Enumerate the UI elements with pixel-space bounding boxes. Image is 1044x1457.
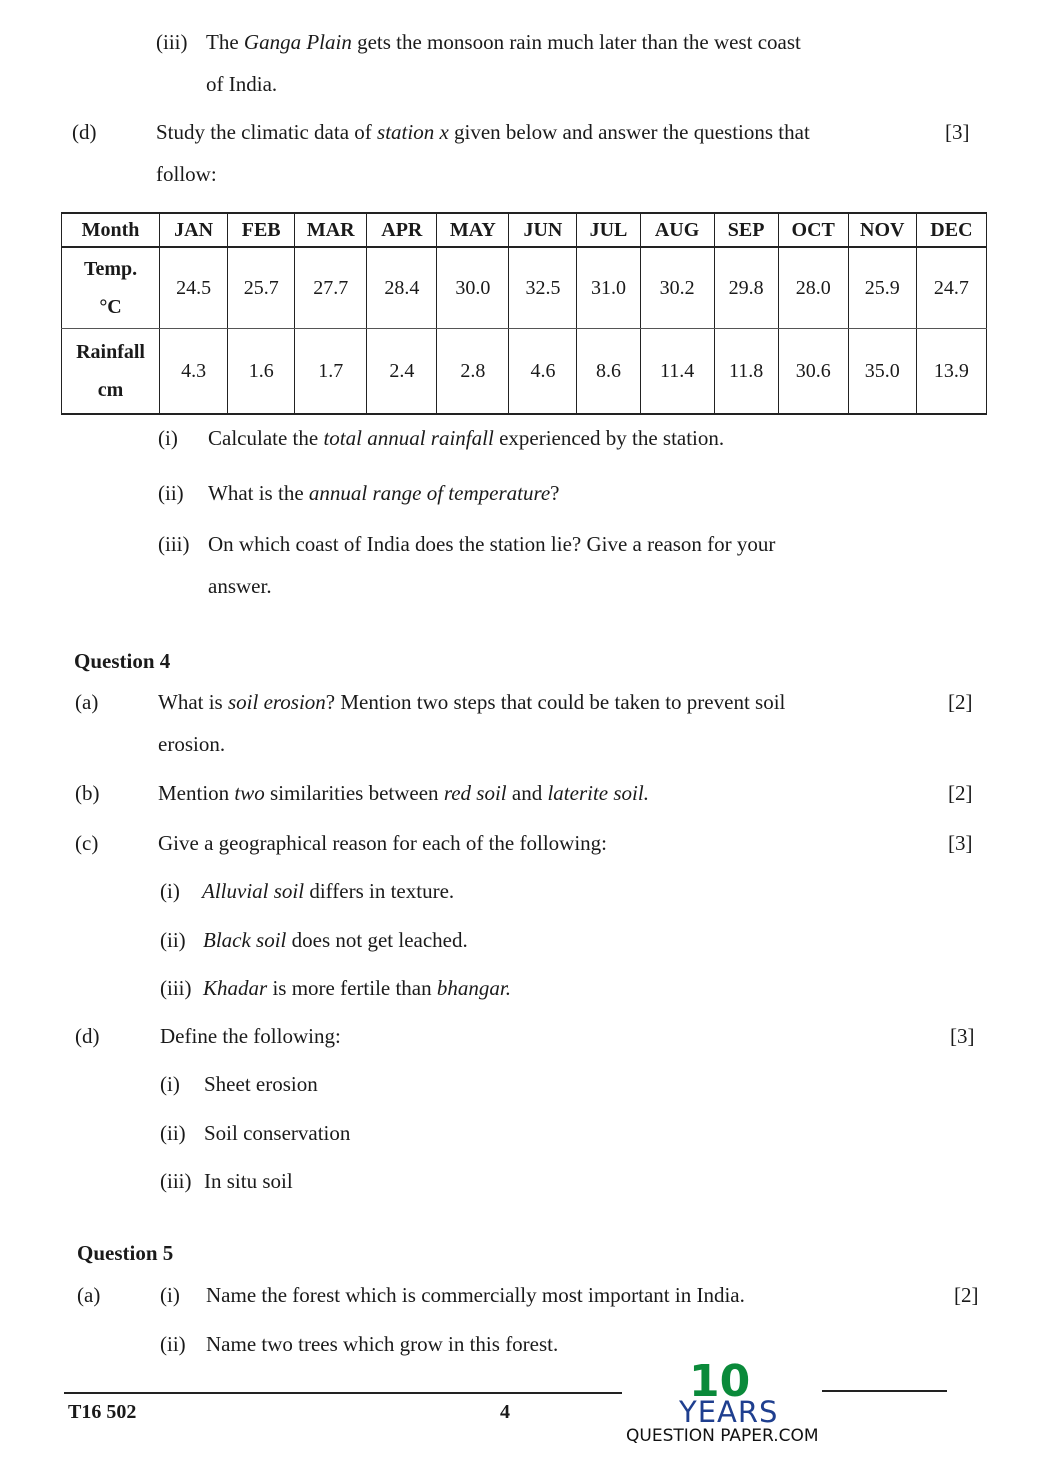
q4-d-i-text: Sheet erosion [204, 1072, 318, 1096]
q4-d-text: Define the following: [160, 1024, 341, 1048]
q5-a-marks: [2] [954, 1283, 979, 1307]
month-header: APR [367, 213, 437, 247]
temperature-cell: 32.5 [509, 247, 577, 329]
q4-a-label: (a) [75, 690, 99, 714]
temperature-cell: 30.2 [640, 247, 714, 329]
q4-b-marks: [2] [948, 781, 973, 805]
rainfall-cell: 8.6 [577, 329, 640, 415]
q4-c-i-text: Alluvial soil differs in texture. [202, 879, 455, 903]
q4-c-text: Give a geographical reason for each of the following: [158, 831, 607, 855]
q4-d-iii-num: (iii) [160, 1169, 192, 1193]
q3-d-iii-num: (iii) [158, 532, 190, 556]
temperature-cell: 29.8 [714, 247, 778, 329]
temperature-row [62, 247, 987, 329]
q4-d-marks: [3] [950, 1024, 975, 1048]
month-header: AUG [640, 213, 714, 247]
logo-years: YEARS [679, 1395, 779, 1429]
q3-d-label: (d) [72, 120, 97, 144]
q3-d-marks: [3] [945, 120, 970, 144]
q4-b-label: (b) [75, 781, 100, 805]
q4-c-ii-num: (ii) [160, 928, 186, 952]
q4-a-line2: erosion. [158, 732, 226, 756]
rainfall-row-header: Rainfall cm [62, 329, 160, 415]
q4-d-ii-text: Soil conservation [204, 1121, 351, 1145]
temperature-cell: 28.4 [367, 247, 437, 329]
temperature-cell: 25.9 [848, 247, 916, 329]
temperature-cell: 31.0 [577, 247, 640, 329]
question-4-title: Question 4 [74, 649, 171, 673]
q3-c-iii-line1: The Ganga Plain gets the monsoon rain much later than the west coast [206, 30, 801, 54]
footer-page-number: 4 [500, 1401, 510, 1423]
q3-d-ii-text: What is the annual range of temperature? [208, 481, 560, 505]
rainfall-cell: 11.4 [640, 329, 714, 415]
rainfall-cell: 2.8 [437, 329, 509, 415]
q4-d-label: (d) [75, 1024, 100, 1048]
rainfall-cell: 35.0 [848, 329, 916, 415]
q3-d-line1: Study the climatic data of station x given below and answer the questions that [156, 120, 810, 144]
month-header: JAN [160, 213, 228, 247]
temperature-cell: 25.7 [228, 247, 295, 329]
q5-a-ii-num: (ii) [160, 1332, 186, 1356]
q4-d-ii-num: (ii) [160, 1121, 186, 1145]
q3-d-line2: follow: [156, 162, 217, 186]
q3-d-i-text: Calculate the total annual rainfall experienced by the station. [208, 426, 725, 450]
rainfall-cell: 1.6 [228, 329, 295, 415]
temperature-cell: 27.7 [295, 247, 367, 329]
q4-d-iii-text: In situ soil [204, 1169, 293, 1193]
q3-d-iii-line2: answer. [208, 574, 272, 598]
q4-c-i-num: (i) [160, 879, 180, 903]
q4-d-i-num: (i) [160, 1072, 180, 1096]
rainfall-cell: 4.3 [160, 329, 228, 415]
temperature-cell: 30.0 [437, 247, 509, 329]
q5-a-i-text: Name the forest which is commercially most important in India. [206, 1283, 745, 1307]
temperature-cell: 24.7 [916, 247, 986, 329]
table-header-row [62, 213, 987, 247]
q4-c-marks: [3] [948, 831, 973, 855]
month-header: MAY [437, 213, 509, 247]
q4-b-text: Mention two similarities between red soil and laterite soil. [158, 781, 649, 805]
month-header: FEB [228, 213, 295, 247]
month-header: OCT [778, 213, 848, 247]
month-header: NOV [848, 213, 916, 247]
rainfall-cell: 11.8 [714, 329, 778, 415]
month-header: DEC [916, 213, 986, 247]
month-header: MAR [295, 213, 367, 247]
q4-c-iii-num: (iii) [160, 976, 192, 1000]
q4-a-line1: What is soil erosion? Mention two steps that could be taken to prevent soil [158, 690, 786, 714]
month-header: JUN [509, 213, 577, 247]
site-logo [620, 1358, 826, 1448]
temperature-cell: 24.5 [160, 247, 228, 329]
q4-a-marks: [2] [948, 690, 973, 714]
q3-d-i-num: (i) [158, 426, 178, 450]
logo-number: 10 [689, 1356, 751, 1407]
rainfall-row [62, 329, 987, 415]
q3-d-ii-num: (ii) [158, 481, 184, 505]
logo-site-name: QUESTION PAPER.COM [626, 1426, 819, 1446]
question-5-title: Question 5 [77, 1241, 174, 1265]
rainfall-cell: 13.9 [916, 329, 986, 415]
climate-data-table [61, 212, 987, 415]
footer-paper-code: T16 502 [68, 1401, 137, 1423]
month-header: JUL [577, 213, 640, 247]
rainfall-cell: 1.7 [295, 329, 367, 415]
q5-a-i-num: (i) [160, 1283, 180, 1307]
q3-c-iii-num: (iii) [156, 30, 188, 54]
month-header: SEP [714, 213, 778, 247]
q3-d-iii-line1: On which coast of India does the station lie? Give a reason for your [208, 532, 776, 556]
q3-c-iii-line2: of India. [206, 72, 278, 96]
temperature-cell: 28.0 [778, 247, 848, 329]
q4-c-iii-text: Khadar is more fertile than bhangar. [203, 976, 511, 1000]
q5-a-ii-text: Name two trees which grow in this forest. [206, 1332, 559, 1356]
temperature-row-header: Temp. °C [62, 247, 160, 329]
rainfall-cell: 2.4 [367, 329, 437, 415]
table-row-header-month: Month [62, 213, 160, 247]
q4-c-ii-text: Black soil does not get leached. [203, 928, 468, 952]
footer-rule-right [822, 1390, 947, 1392]
q4-c-label: (c) [75, 831, 99, 855]
footer-rule-left [64, 1392, 622, 1394]
rainfall-cell: 4.6 [509, 329, 577, 415]
rainfall-cell: 30.6 [778, 329, 848, 415]
q5-a-label: (a) [77, 1283, 101, 1307]
